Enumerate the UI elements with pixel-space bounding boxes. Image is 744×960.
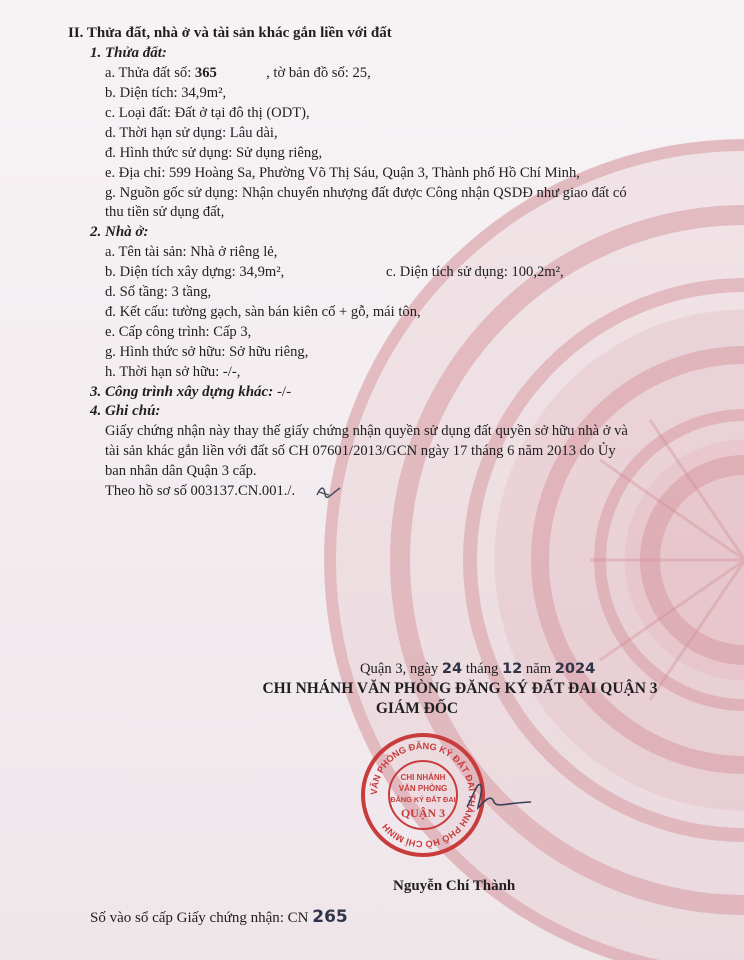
land-address: e. Địa chỉ: 599 Hoàng Sa, Phường Võ Thị Sáu, Quận 3, Thành phố Hồ Chí Minh,: [105, 165, 580, 181]
director-signature: [458, 774, 538, 816]
year-label: năm: [525, 661, 552, 677]
registry-line: [90, 908, 348, 927]
stamp-center-line-1: CHI NHÁNH: [400, 773, 446, 782]
house-structure: đ. Kết cấu: tường gạch, sàn bán kiên cố + gỗ, mái tôn,: [105, 304, 421, 320]
director-name: Nguyễn Chí Thành: [393, 878, 516, 894]
parcel-number: 365: [194, 65, 217, 81]
land-origin-2: thu tiền sử dụng đất,: [105, 204, 225, 220]
land-origin-1: g. Nguồn gốc sử dụng: Nhận chuyển nhượng đất được Công nhận QSDĐ như giao đất có: [105, 185, 627, 201]
house-ownership-term: h. Thời hạn sở hữu: -/-,: [105, 364, 241, 380]
stamp-center-line-2: VĂN PHÒNG: [398, 784, 448, 793]
notes-line-1: Giấy chứng nhận này thay thế giấy chứng nhận quyền sử dụng đất quyền sở hữu nhà ở và: [105, 423, 628, 439]
parcel-label: a. Thửa đất số:: [105, 65, 192, 81]
other-construction-line: [90, 383, 291, 401]
stamp-center-line-4: QUẬN 3: [400, 806, 446, 820]
date-prefix: Quận 3, ngày: [360, 661, 439, 677]
other-value: -/-: [273, 384, 292, 400]
stamp-center-line-3: ĐĂNG KÝ ĐẤT ĐAI: [390, 795, 456, 804]
month-handwritten: 12: [501, 660, 523, 677]
house-grade: e. Cấp công trình: Cấp 3,: [105, 324, 252, 340]
house-floors: d. Số tầng: 3 tầng,: [105, 284, 212, 300]
signing-date: [360, 660, 595, 678]
day-handwritten: 24: [441, 660, 463, 677]
stamp-ring-text: VĂN PHÒNG ĐĂNG KÝ ĐẤT ĐAI THÀNH PHỐ HỒ CHÍ MINH: [368, 740, 478, 850]
notes-heading: 4. Ghi chú:: [90, 403, 161, 419]
registry-number: 265: [312, 907, 348, 927]
notes-line-3: ban nhân dân Quận 3 cấp.: [105, 463, 257, 479]
land-form: đ. Hình thức sử dụng: Sử dụng riêng,: [105, 145, 323, 161]
initial-signature-mark: [315, 482, 343, 500]
house-heading: 2. Nhà ở:: [90, 224, 149, 240]
month-label: tháng: [465, 661, 499, 677]
other-heading: 3. Công trình xây dựng khác:: [90, 384, 274, 400]
notes-line-2: tài sản khác gắn liền với đất số CH 07601/2013/GCN ngày 17 tháng 6 năm 2013 do Ủy: [105, 443, 616, 459]
land-type: c. Loại đất: Đất ở tại đô thị (ODT),: [105, 105, 310, 121]
house-used-area: c. Diện tích sử dụng: 100,2m²,: [386, 264, 564, 280]
registry-label: Số vào sổ cấp Giấy chứng nhận: CN: [90, 910, 309, 926]
issuing-office: CHI NHÁNH VĂN PHÒNG ĐĂNG KÝ ĐẤT ĐAI QUẬN 3: [262, 680, 658, 697]
house-name: a. Tên tài sản: Nhà ở riêng lẻ,: [105, 244, 278, 260]
director-title: GIÁM ĐỐC: [375, 700, 459, 717]
house-built-area: b. Diện tích xây dựng: 34,9m²,: [105, 264, 285, 280]
year-handwritten: 2024: [554, 660, 596, 677]
map-sheet: , tờ bản đồ số: 25,: [266, 65, 371, 81]
land-parcel-line: [105, 64, 371, 82]
land-heading: 1. Thửa đất:: [90, 45, 167, 61]
land-area: b. Diện tích: 34,9m²,: [105, 85, 227, 101]
notes-line-4: Theo hồ sơ số 003137.CN.001./.: [105, 483, 296, 499]
land-duration: d. Thời hạn sử dụng: Lâu dài,: [105, 125, 278, 141]
house-ownership: g. Hình thức sở hữu: Sở hữu riêng,: [105, 344, 309, 360]
section-title: II. Thửa đất, nhà ở và tài sản khác gắn liền với đất: [68, 25, 392, 41]
